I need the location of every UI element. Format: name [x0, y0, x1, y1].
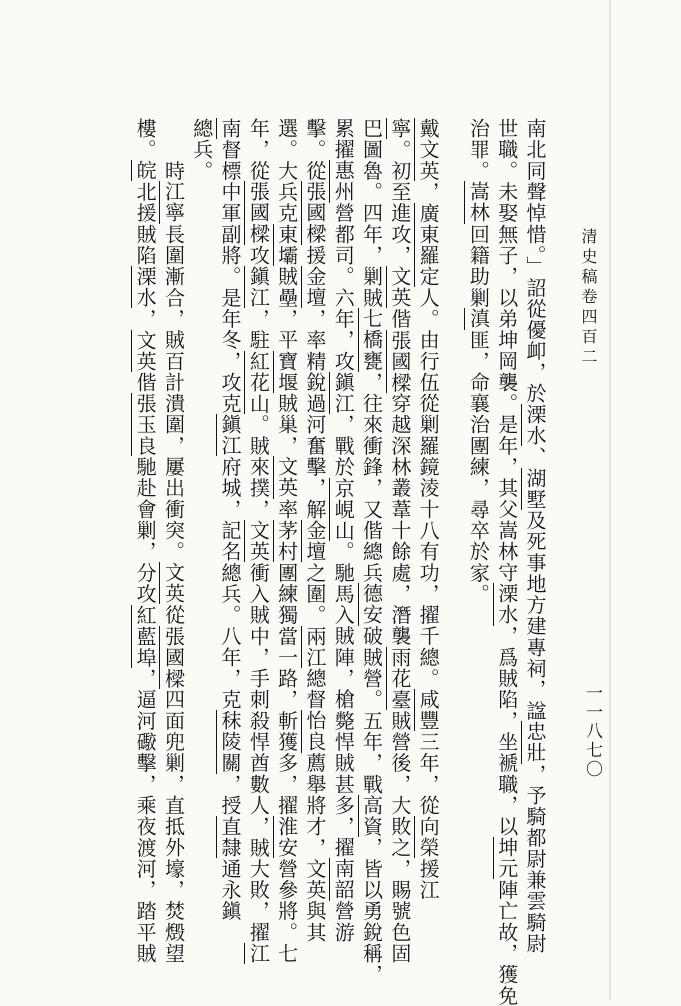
- text-run: 選。大兵克: [274, 118, 299, 224]
- proper-noun: 忠壯: [523, 721, 547, 764]
- text-column: [492, 118, 520, 1006]
- proper-noun: 金壇: [302, 519, 327, 563]
- text-run: 樓。: [133, 118, 158, 161]
- running-title: 清史稿卷四百二: [579, 228, 598, 368]
- text-run: 賊巢，: [274, 392, 299, 457]
- text-column: [187, 118, 215, 958]
- text-run: 督標中軍副將。是年冬，攻克: [218, 139, 243, 415]
- proper-noun: 惠州: [331, 160, 356, 203]
- proper-noun: 鎭江: [218, 414, 243, 457]
- text-run: 馳赴會剿，分攻: [133, 456, 158, 605]
- proper-noun: 江: [246, 942, 271, 965]
- proper-noun: 文英: [161, 562, 186, 605]
- proper-noun: 江寧: [161, 181, 186, 224]
- text-run: 陣亡故，獲免: [494, 879, 519, 1006]
- text-run: 及死事地方建專祠，諡: [523, 509, 547, 722]
- text-run: ，逼河礮擊，乘夜渡河，踏平賊: [133, 667, 158, 965]
- text-column: [159, 118, 187, 965]
- proper-noun: 文英: [246, 519, 271, 563]
- proper-noun: 寧: [387, 118, 412, 140]
- proper-noun: 德安: [359, 583, 384, 626]
- text-column: [386, 118, 414, 965]
- body-text: [79, 118, 549, 1006]
- proper-noun: 南韶: [331, 858, 356, 901]
- proper-noun: 七橋甕: [359, 308, 384, 372]
- text-column: [521, 118, 549, 958]
- text-column: [414, 118, 442, 958]
- proper-noun: 滇: [466, 308, 491, 330]
- text-run: 衝入賊中，手刺殺悍酋數人，賊大敗，擢: [246, 562, 271, 943]
- text-run: 三年，從: [416, 731, 441, 817]
- text-run: ，率精銳過河奮擊，解: [302, 308, 327, 520]
- text-run: 匪，命襄治團練，尋卒於家。: [466, 329, 491, 605]
- proper-noun: 淮安: [274, 816, 299, 859]
- text-run: 偕: [133, 371, 158, 394]
- text-column: [216, 118, 244, 958]
- text-run: 。馳馬入賊陣，槍斃悍賊甚多，擢: [331, 541, 356, 859]
- text-run: 總督: [302, 667, 327, 711]
- proper-noun: 文英: [133, 329, 158, 372]
- text-column: [131, 118, 159, 965]
- proper-noun: 廣東: [416, 202, 441, 245]
- text-run: 總兵。: [189, 118, 214, 182]
- text-run: ，爲賊陷，坐褫職，以: [494, 625, 519, 838]
- text-run: 援江: [416, 858, 441, 901]
- text-run: 營都司。六年，攻: [331, 202, 356, 372]
- proper-noun: 溧水: [133, 266, 158, 309]
- text-column: [357, 118, 385, 986]
- proper-noun: 怡良: [302, 710, 327, 753]
- text-run: ，戰於: [331, 414, 356, 478]
- proper-noun: 張國樑: [302, 181, 327, 245]
- text-run: 、: [523, 446, 547, 468]
- text-run: ，: [133, 308, 158, 330]
- text-run: 府城，記名總兵。八年，克: [218, 456, 243, 711]
- text-run: ，皆以勇銳稱，: [359, 837, 384, 986]
- proper-noun: 鎭江: [246, 266, 271, 309]
- proper-noun: 溧水: [523, 404, 547, 447]
- text-column: [464, 118, 492, 958]
- proper-noun: 羅定: [416, 244, 441, 288]
- proper-noun: 溧水: [494, 583, 519, 626]
- text-run: 回籍助剿: [466, 223, 491, 309]
- text-column: [272, 118, 300, 965]
- page-crease: [609, 0, 611, 1000]
- text-run: ，予騎都尉兼雲騎尉: [523, 763, 547, 955]
- page-number: 一一八七〇: [582, 684, 602, 779]
- proper-noun: 坤元: [494, 837, 519, 880]
- text-run: 南北同聲悼惜。」詔從優卹，於: [523, 118, 547, 405]
- text-run: ，駐: [246, 308, 271, 351]
- text-run: 人。由行伍從剿羅鏡淩十八有功，擢千總。: [416, 287, 441, 690]
- proper-noun: 寶堰: [274, 350, 299, 393]
- text-run: 年，從: [246, 118, 271, 182]
- text-run: ，: [416, 181, 441, 203]
- text-run: 世職。未娶無子，以弟坤岡襲。是年，其父嵩林守: [494, 118, 519, 584]
- text-run: 攻: [246, 244, 271, 267]
- proper-noun: 紅藍埠: [133, 604, 158, 668]
- text-run: 賊壘，平: [274, 266, 299, 351]
- proper-noun: 鎭江: [331, 371, 356, 415]
- proper-noun: 紅花山: [246, 350, 271, 415]
- text-run: ，授: [218, 773, 243, 816]
- text-run: 四面兜剿，直抵外壕，焚燬望: [161, 689, 186, 965]
- proper-noun: 張國樑: [161, 625, 186, 690]
- text-run: 偕: [387, 308, 412, 330]
- proper-noun: 張國樑: [246, 181, 271, 245]
- text-run: 。初至進攻，: [387, 139, 412, 267]
- proper-noun: 雨花臺: [387, 646, 412, 711]
- proper-noun: 向榮: [416, 816, 441, 859]
- proper-noun: 兩江: [302, 625, 327, 668]
- text-run: 之圍。: [302, 562, 327, 626]
- proper-noun: 金壇: [302, 266, 327, 309]
- proper-noun: 皖: [133, 160, 158, 182]
- text-run: 援: [302, 244, 327, 267]
- text-run: 賊營後，大敗之，賜號色固: [387, 710, 412, 965]
- proper-noun: 張國樑: [387, 329, 412, 393]
- text-run: 營游: [331, 900, 356, 943]
- text-column: [329, 118, 357, 958]
- text-run: ，往來衝鋒，又偕總兵: [359, 371, 384, 584]
- proper-noun: 直隸: [218, 816, 243, 859]
- proper-noun: 茅村: [274, 519, 299, 563]
- proper-noun: 張玉良: [133, 393, 158, 457]
- proper-noun: 東壩: [274, 223, 299, 267]
- text-column: [244, 118, 272, 965]
- proper-noun: 文英: [274, 456, 299, 499]
- text-run: 治罪。: [466, 118, 491, 182]
- text-run: 時: [161, 118, 186, 182]
- text-column: [301, 118, 329, 958]
- proper-noun: 京峴山: [331, 477, 356, 542]
- text-run: 團練獨當一路，斬獲多，擢: [274, 562, 299, 817]
- text-run: 通永鎭: [218, 858, 243, 922]
- proper-noun: 嵩林: [466, 181, 491, 224]
- text-run: 。賊來撲，: [246, 414, 271, 520]
- text-run: 累擢: [331, 118, 356, 161]
- proper-noun: 文英: [387, 266, 412, 309]
- text-run: 長圍漸合，賊百計潰圍，屢出衝突。: [161, 223, 186, 563]
- text-run: 從: [161, 604, 186, 626]
- text-run: 北援賊陷: [133, 181, 158, 267]
- text-run: 薦舉將才，文英與其: [302, 752, 327, 943]
- text-run: 穿越深林叢葦十餘處，潛襲: [387, 392, 412, 647]
- text-run: 破賊營。五年，戰: [359, 625, 384, 795]
- proper-noun: 戴文英: [416, 118, 441, 182]
- proper-noun: 湖墅: [523, 467, 547, 510]
- text-run: 擊。從: [302, 118, 327, 182]
- paragraph-gap: [442, 118, 464, 958]
- text-run: 巴圖魯。四年，剿賊: [359, 118, 384, 309]
- text-run: 營參將。七: [274, 858, 299, 965]
- text-run: 率: [274, 498, 299, 520]
- proper-noun: 高資: [359, 794, 384, 838]
- proper-noun: 秣陵關: [218, 710, 243, 774]
- proper-noun: 南: [218, 118, 243, 140]
- proper-noun: 咸豐: [416, 689, 441, 732]
